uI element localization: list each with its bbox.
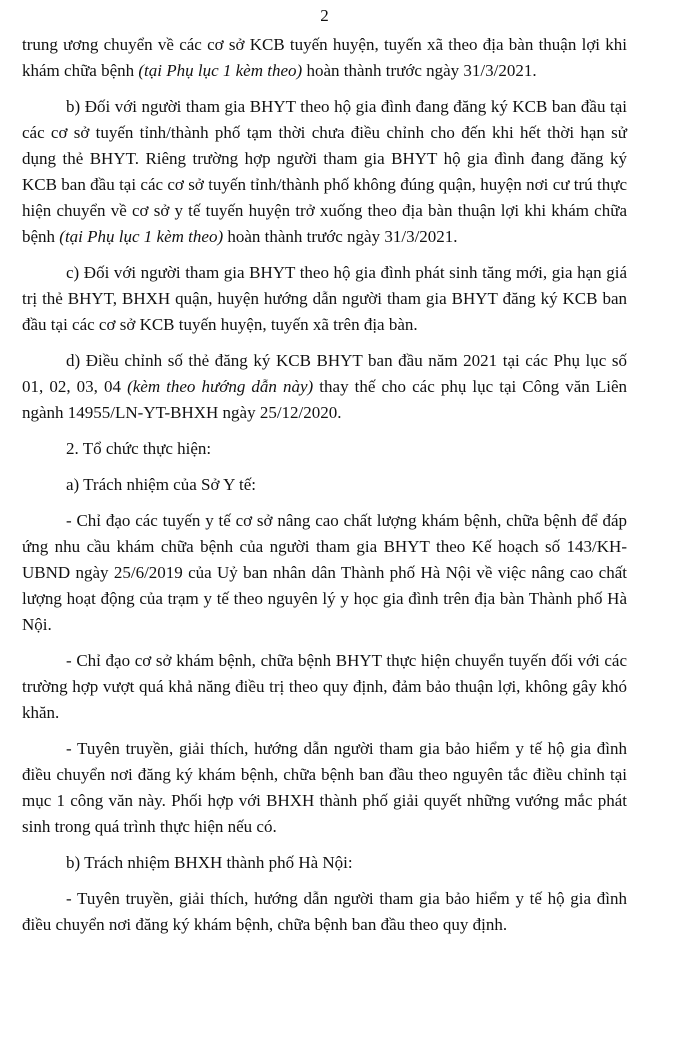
paragraph-p9 xyxy=(22,850,627,876)
paragraph-text: b) Đối với người tham gia BHYT theo hộ gia đình đang đăng ký KCB ban đầu tại các cơ sở tuyến tỉnh/thành phố tạm thời chưa điều chỉnh cho đến khi hết thời hạn sử dụng thẻ BHYT. Riêng trường hợp người tham gia BHYT hộ gia đình đang đăng ký KCB ban đầu tại các cơ sở tuyến tỉnh/thành phố không đúng quận, huyện nơi cư trú thực hiện chuyển về cơ sở y tế tuyến huyện trở xuống theo địa bàn thuận lợi khi khám chữa bệnh xyxy=(22,97,627,246)
paragraph-p6 xyxy=(22,508,627,638)
paragraph-text: hoàn thành trước ngày 31/3/2021. xyxy=(223,227,458,246)
paragraph-p5 xyxy=(22,472,627,498)
paragraph-text: thay thế cho các phụ lục tại Công văn Liên ngành 14955/LN-YT-BHXH ngày 25/12/2020. xyxy=(22,377,627,422)
paragraph-p0 xyxy=(22,32,627,84)
paragraph-p3 xyxy=(22,348,627,426)
italic-reference: (tại Phụ lục 1 kèm theo) xyxy=(138,61,303,80)
paragraph-text: - Chỉ đạo cơ sở khám bệnh, chữa bệnh BHYT thực hiện chuyển tuyến đối với các trường hợp vượt quá khả năng điều trị theo quy định, đảm bảo thuận lợi, không gây khó khăn. xyxy=(22,651,627,722)
paragraph-p10 xyxy=(22,886,627,938)
paragraph-text: - Chỉ đạo các tuyến y tế cơ sở nâng cao chất lượng khám bệnh, chữa bệnh để đáp ứng nhu cầu khám chữa bệnh của người tham gia BHYT theo Kế hoạch số 143/KH-UBND ngày 25/6/2019 của Uỷ ban nhân dân Thành phố Hà Nội về việc nâng cao chất lượng hoạt động của trạm y tế theo nguyên lý y học gia đình trên địa bàn Thành phố Hà Nội. xyxy=(22,511,627,634)
italic-reference: (kèm theo hướng dẫn này) xyxy=(127,377,314,396)
italic-reference: (tại Phụ lục 1 kèm theo) xyxy=(59,227,224,246)
paragraph-text: a) Trách nhiệm của Sở Y tế: xyxy=(66,475,256,494)
paragraph-text: - Tuyên truyền, giải thích, hướng dẫn người tham gia bảo hiểm y tế hộ gia đình điều chuyển nơi đăng ký khám bệnh, chữa bệnh ban đầu theo nguyên tắc điều chỉnh tại mục 1 công văn này. Phối hợp với BHXH thành phố giải quyết những vướng mắc phát sinh trong quá trình thực hiện nếu có. xyxy=(22,739,627,836)
paragraph-p8 xyxy=(22,736,627,840)
paragraph-p1 xyxy=(22,94,627,250)
document-body xyxy=(22,32,627,938)
paragraph-p2 xyxy=(22,260,627,338)
paragraph-text: c) Đối với người tham gia BHYT theo hộ gia đình phát sinh tăng mới, gia hạn giá trị thẻ BHYT, BHXH quận, huyện hướng dẫn người tham gia BHYT đăng ký KCB ban đầu tại các cơ sở KCB tuyến huyện, tuyến xã trên địa bàn. xyxy=(22,263,627,334)
paragraph-text: b) Trách nhiệm BHXH thành phố Hà Nội: xyxy=(66,853,353,872)
paragraph-text: hoàn thành trước ngày 31/3/2021. xyxy=(302,61,537,80)
paragraph-text: d) Điều chỉnh số thẻ đăng ký KCB BHYT ban đầu năm 2021 tại các Phụ lục số 01, 02, 03, 04 xyxy=(22,351,627,396)
paragraph-p7 xyxy=(22,648,627,726)
page-number: 2 xyxy=(320,6,329,25)
paragraph-text: 2. Tổ chức thực hiện: xyxy=(66,439,212,458)
paragraph-text: - Tuyên truyền, giải thích, hướng dẫn người tham gia bảo hiểm y tế hộ gia đình điều chuyển nơi đăng ký khám bệnh, chữa bệnh ban đầu theo quy định. xyxy=(22,889,627,934)
paragraph-text: trung ương chuyển về các cơ sở KCB tuyến huyện, tuyến xã theo địa bàn thuận lợi khi khám chữa bệnh xyxy=(22,35,627,80)
paragraph-p4 xyxy=(22,436,627,462)
